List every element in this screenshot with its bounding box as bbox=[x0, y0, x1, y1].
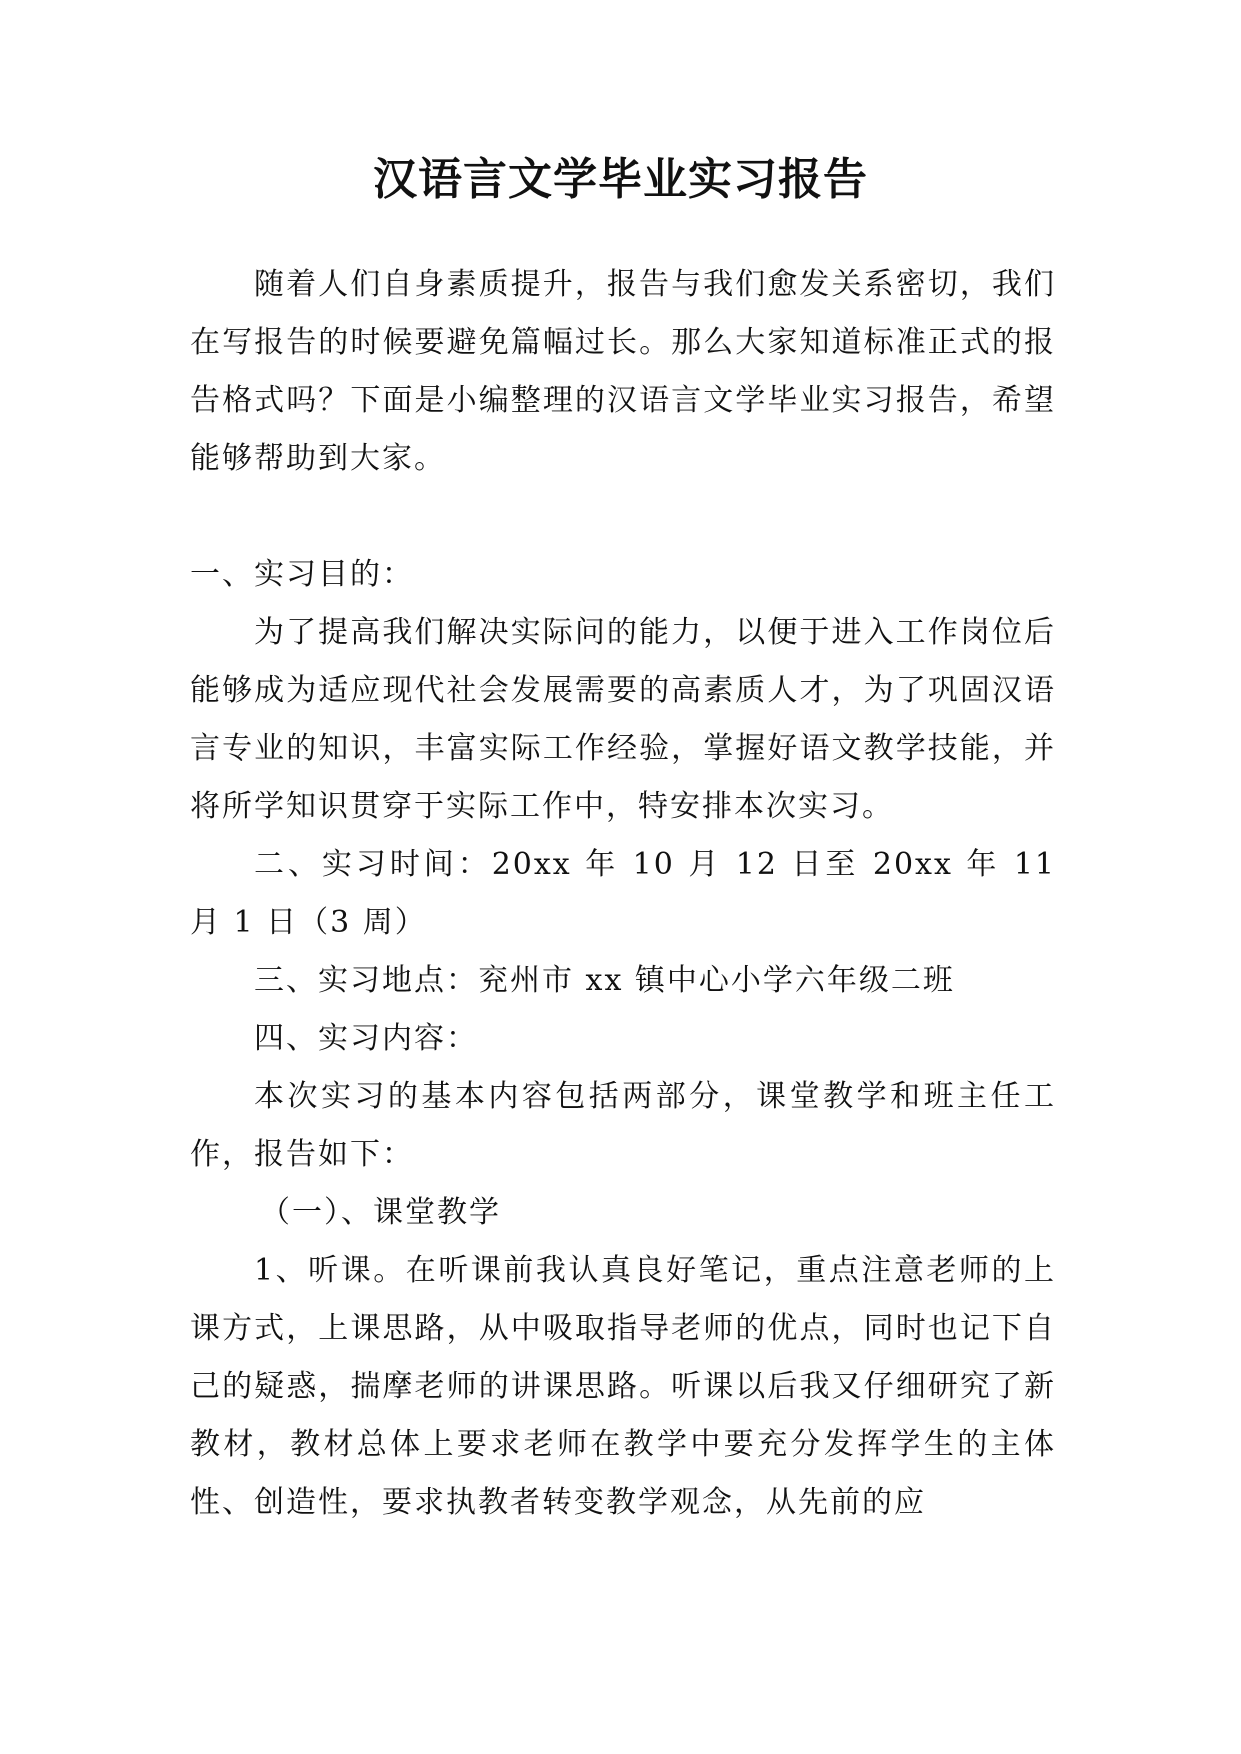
content-paragraph: 本次实习的基本内容包括两部分，课堂教学和班主任工作，报告如下： bbox=[190, 1079, 1056, 1172]
content-heading: 四、实习内容： bbox=[254, 1021, 478, 1056]
intro-paragraph: 随着人们自身素质提升，报告与我们愈发关系密切，我们在写报告的时候要避免篇幅过长。那么大家知道标准正式的报告格式吗？下面是小编整理的汉语言文学毕业实习报告，希望能够帮助到大家。 bbox=[190, 267, 1056, 476]
classroom-heading: （一）、课堂教学 bbox=[260, 1195, 501, 1230]
purpose-paragraph: 为了提高我们解决实际问的能力，以便于进入工作岗位后能够成为适应现代社会发展需要的高素质人才，为了巩固汉语言专业的知识，丰富实际工作经验，掌握好语文教学技能，并将所学知识贯穿于实际工作中，特安排本次实习。 bbox=[190, 615, 1056, 824]
document-body bbox=[190, 256, 1056, 1532]
listening-paragraph: 1、听课。在听课前我认真良好笔记，重点注意老师的上课方式，上课思路，从中吸取指导老师的优点，同时也记下自己的疑惑，揣摩老师的讲课思路。听课以后我又仔细研究了新教材，教材总体上要求老师在教学中要充分发挥学生的主体性、创造性，要求执教者转变教学观念，从先前的应 bbox=[190, 1253, 1056, 1520]
purpose-heading: 一、实习目的： bbox=[190, 557, 414, 592]
document-title: 汉语言文学毕业实习报告 bbox=[373, 154, 868, 205]
paragraph-spacer bbox=[190, 488, 1056, 546]
location-paragraph: 三、实习地点：兖州市 xx 镇中心小学六年级二班 bbox=[254, 963, 955, 998]
time-paragraph: 二、实习时间：20xx 年 10 月 12 日至 20xx 年 11 月 1 日（3 周） bbox=[190, 847, 1056, 940]
